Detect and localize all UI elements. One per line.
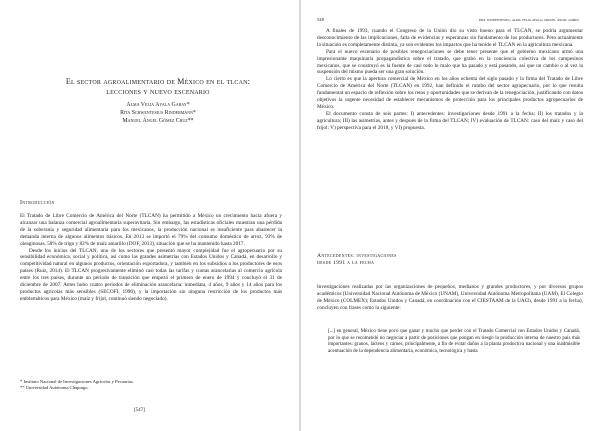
author-1: Alma Velia Ayala Garay* [126,102,190,108]
page-number-left: [547] [134,408,145,413]
chapter-title [32,77,284,97]
body-paragraph: Lo cierto es que la apertura comercial de México en los años ochenta del siglo pasado y la firma del Tratado de Libre Comercio de América del Norte (TLCAN) en 1992, han definido el rumbo del sector agropecuario, por lo que resulta fundamental un espacio de reflexión sobre los retos y oportunidades que se derivan de la renegociación, justificando con datos objetivos la urgente necesidad de establecer mecanismos de protección para los principales productos agropecuarios de México. [317,76,583,110]
body-paragraph: A finales de 1993, cuando el Congreso de la Unión dio su visto bueno para el TLCAN, se podría argumentar desconocimiento de las implicaciones, falta de evidencias y esperanzas sin fundamento de los productores. Pero actualmente la situación es completamente distinta, ya son evidentes los impactos que ha tenido el TLCAN en la agricultura mexicana. [317,28,583,48]
running-header [317,17,579,22]
footnote-1: * Instituto Nacional de Investigaciones Agrícolas y Pecuarias. [20,379,134,384]
running-head-authors: rita schwentesius, alma velia ayala, miguel ángel gómez [478,17,579,22]
body-paragraph: Para el nuevo escenario de posibles renegociaciones se debe tener presente que el gobierno mexicano armó una impresionante maquinaria propagandística sobre el tratado, que grabó en la conciencia colectiva de los campesinos mexicanos, que se construyó es la fuente de casi todo lo malo que ha pasado y está pasando, así que un cambio o al vez la suspensión del mismo pueda ser una gran solución. [317,48,583,76]
left-page [0,0,299,431]
chapter-title-line2: lecciones y nuevo escenario [106,87,210,96]
page-number-right: 548 [317,17,324,22]
quote-text: [...] en general, México tiene poco que ganar y mucho que perder con el Tratado Comercial con Estados Unidos y Canadá, por lo que se recomendó no negociar a partir de posiciones que pongan en riesgo la producción interna de nuestro país más importantes: granos, lácteos y carnes, principalmente, a fin de evitar daños a la planta productiva nacional y una inadmisible acentuación de la dependencia alimentaria, económica, tecnológica y hasta [328,329,580,354]
introduction-body [20,213,282,303]
author-list [40,101,276,125]
footnote-2: ** Universidad Autónoma Chapingo. [20,385,89,390]
body-paragraph: El Tratado de Libre Comercio de América del Norte (TLCAN) ha permitido a México un crecimiento hacia afuera y alcanzar una balanza comercial agroalimentaria superavitaria. Sin embargo, las estadísticas oficiales muestran una pérdida de la soberanía y seguridad alimentaria para los mexicanos, la producción nacional es insuficiente para abastecer la demanda interna de algunos alimentos básicos. En 2013 se importó el 79% del consumo doméstico de arroz, 93% de oleaginosas, 58% de trigo y 82% de maíz amarillo (DOF, 2013), situación que se ha mantenido hasta 2017. [20,213,282,247]
body-paragraph: Investigaciones realizadas por las organizaciones de pequeños, medianos y grandes productores, y por diversos grupos académicos (Universidad Nacional Autónoma de México (UNAM), Universidad Autónoma Metropolitana (UAM), El Colegio de México (COLMEX); Estados Unidos y Canadá, en coordinación con el CIESTAAM de la UACh, desde 1991 a la fecha), concluyen con frases como la siguiente: [317,284,583,311]
author-2: Rita Schwentesius Rindermann* [120,110,196,116]
antecedentes-heading [317,253,397,267]
chapter-title-line1: El sector agroalimentario de México en el tlcan: [65,77,251,86]
antecedentes-heading-line2: desde 1991 a la fecha [317,260,375,266]
introduction-heading: Introducción [20,200,55,206]
author-3: Manuel Ángel Gómez Cruz** [122,118,194,124]
block-quote [328,329,580,355]
body-paragraph: El documento consta de seis partes: I) antecedentes: investigaciones desde 1991 a la fecha; II) los tratados y la agricultura; III) las asimetrías, antes y después de la firma del TLCAN; IV) evaluación de TLCAN: caso del maíz y caso del frijol; V) perspectiva para el 2018, y VI) propuesta. [317,110,583,131]
antecedentes-body [317,284,583,312]
footnotes [20,379,282,391]
antecedentes-heading-line1: Antecedentes: investigaciones [317,253,397,259]
body-paragraph: Desde los inicios del TLCAN, uno de los sectores que presentó mayor complejidad fue el agropecuario por su sensibilidad económica, social y política, así como las grandes asimetrías con Estados Unidos y Canadá, en desarrollo y competitividad natural en algunos productos, orientación exportadora, y también en los subsidios a los productores de esos países (Ruiz, 2014). El TLCAN progresivamente eliminó casi todas las tarifas y cuotas arancelarias al comercio agrícola entre los tres países, durante un periodo de transición que empezó el primero de enero de 1994 y concluyó el 31 de diciembre de 2007. Antes hubo cuatro periodos de eliminación arancelaria: inmediata, 4 años, 9 años y 14 años para los productos agrícolas más sensibles (SECOFI, 1996), y la importación sin ninguna restricción de los productos más emblemáticos para México (maíz y frijol, continuó siendo negociado). [20,247,282,302]
right-page [301,0,600,431]
right-body [317,28,583,132]
